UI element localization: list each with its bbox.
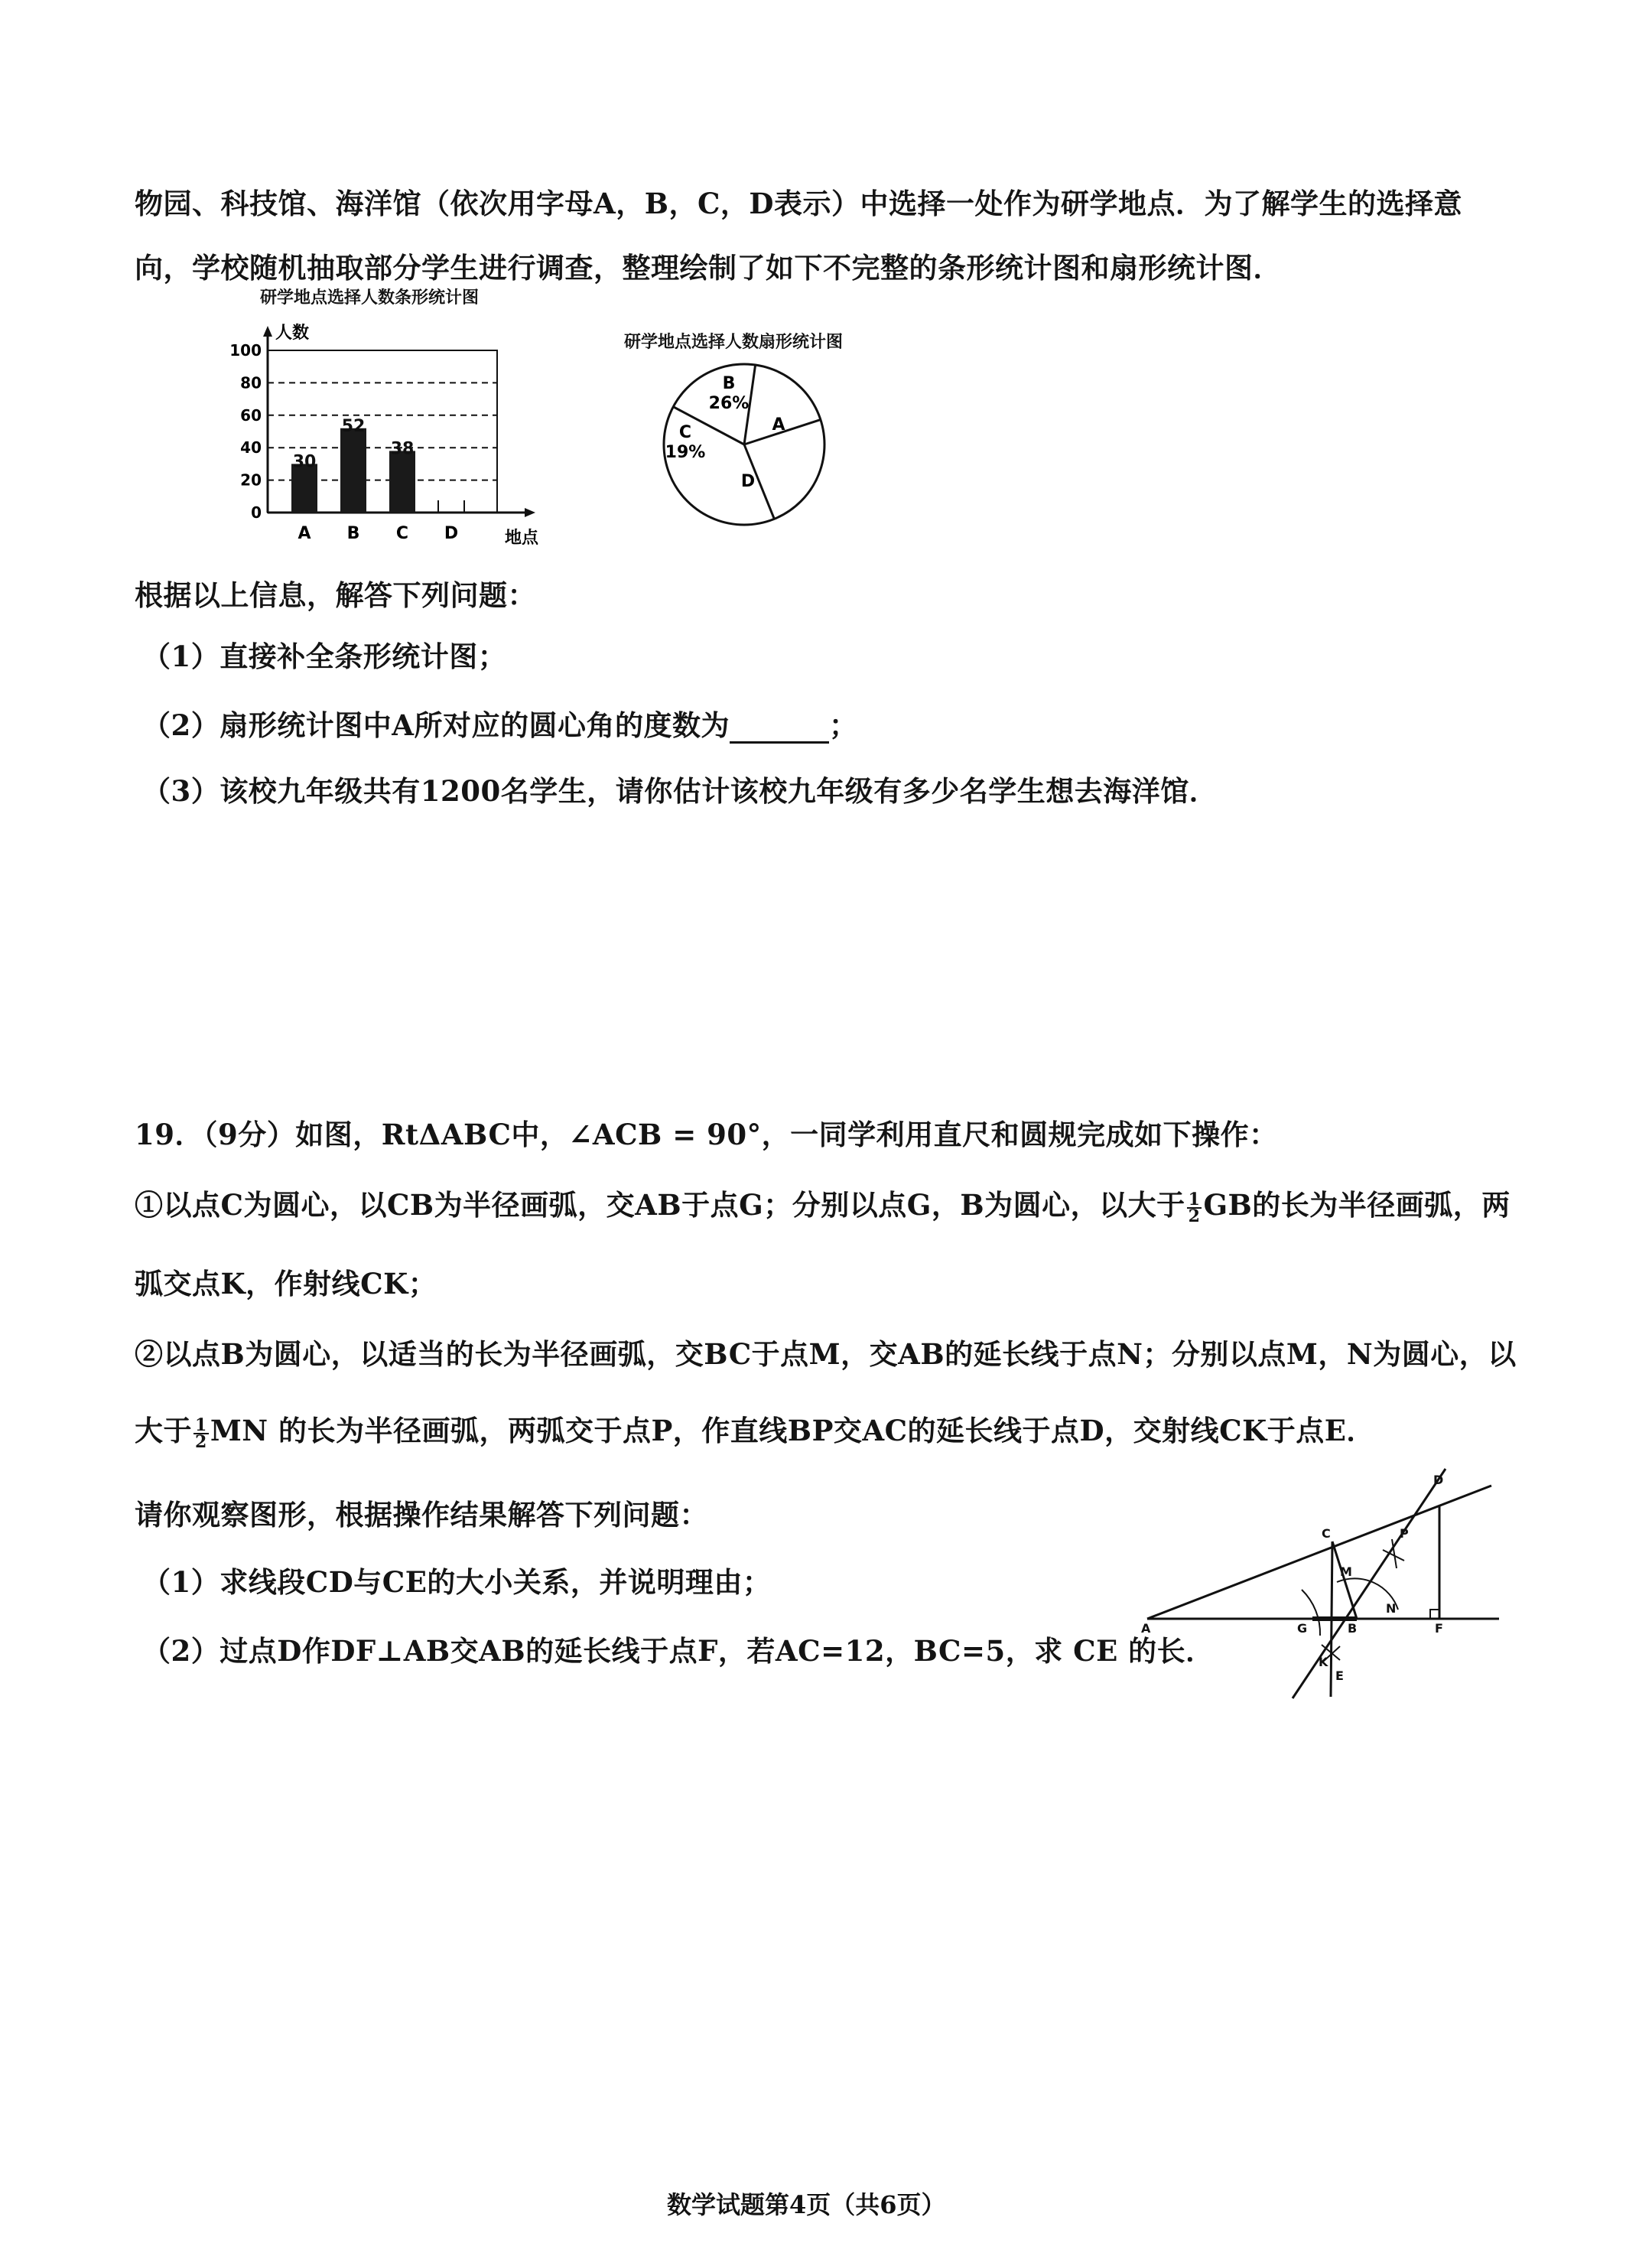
line-bd (1293, 1469, 1446, 1698)
q19-step1c: 弧交点K，作射线CK； (135, 1267, 437, 1301)
label-m: M (1340, 1564, 1352, 1579)
y-tick-label: 60 (240, 405, 262, 425)
label-k: K (1319, 1655, 1328, 1669)
bar-chart-title: 研学地点选择人数条形统计图 (260, 288, 480, 308)
geometry-figure (1140, 1454, 1522, 1706)
q19-step2b-text: MN 的长为半径画弧，两弧交于点P，作直线BP交AC的延长线于点D，交射线CK于点E． (210, 1414, 1375, 1447)
bar-chart (222, 306, 543, 566)
slice-label-c: C (678, 423, 692, 442)
fraction-half: $\frac{1}{2}$ (1188, 1189, 1201, 1226)
slice-percent-b: 26% (708, 394, 750, 413)
page-footer: 数学试题第4页（共6页） (667, 2190, 946, 2219)
x-tick-label: C (395, 524, 409, 543)
q18-prompt: 根据以上信息，解答下列问题： (135, 578, 536, 612)
right-angle-mark (1430, 1610, 1439, 1619)
y-tick-label: 100 (229, 341, 262, 360)
label-c: C (1322, 1526, 1331, 1541)
label-e: E (1335, 1668, 1344, 1683)
q19-step1a: ①以点C为圆心，以CB为半径画弧，交AB于点G；分别以点G，B为圆心，以大于 (135, 1188, 1185, 1222)
y-tick-label: 20 (240, 470, 262, 490)
y-axis-arrow (263, 326, 272, 337)
label-g: G (1297, 1621, 1308, 1636)
q18-sub3: （3）该校九年级共有1200名学生，请你估计该校九年级有多少名学生想去海洋馆． (142, 774, 1218, 808)
slice-label-b: B (722, 374, 736, 393)
q19-step2b-pre: 大于 (135, 1414, 192, 1447)
q19-sub2: （2）过点D作DF⊥AB交AB的延长线于点F，若AC=12，BC=5，求 CE 的长． (142, 1634, 1215, 1668)
y-tick-label: 0 (251, 503, 262, 522)
data-label: 52 (341, 416, 366, 436)
slice-label-a: A (772, 415, 785, 435)
y-tick-label: 80 (240, 373, 262, 392)
q19-head: 19．（9分）如图，RtΔABC中，∠ACB = 90°，一同学利用直尺和圆规完成如下操作： (135, 1118, 1278, 1151)
q19-step2b (135, 1408, 1375, 1450)
intro-line-1: 物园、科技馆、海洋馆（依次用字母A，B，C，D表示）中选择一处作为研学地点．为了解学生的选择意 (135, 187, 1463, 220)
pie-chart (656, 356, 832, 532)
y-tick-label: 40 (240, 438, 262, 457)
x-tick-label: B (346, 524, 360, 543)
label-a: A (1141, 1621, 1151, 1636)
y-axis-label: 人数 (275, 324, 310, 343)
q18-sub1: （1）直接补全条形统计图； (142, 640, 507, 673)
x-axis-arrow (525, 508, 535, 517)
intro-line-2: 向，学校随机抽取部分学生进行调查，整理绘制了如下不完整的条形统计图和扇形统计图． (135, 251, 1282, 285)
label-f: F (1435, 1621, 1443, 1636)
q19-step2a: ②以点B为圆心，以适当的长为半径画弧，交BC于点M，交AB的延长线于点N；分别以点M，N为圆心，以 (135, 1337, 1517, 1371)
bar-b (340, 428, 366, 513)
label-p: P (1400, 1526, 1409, 1541)
pie-chart-title: 研学地点选择人数扇形统计图 (624, 333, 844, 352)
label-d: D (1433, 1473, 1444, 1487)
slice-label-d: D (740, 472, 756, 491)
answer-blank[interactable] (730, 718, 829, 744)
x-axis-label: 地点 (505, 529, 539, 548)
q18-sub2 (142, 702, 857, 744)
q18-sub2-text: （2）扇形统计图中A所对应的圆心角的度数为 (142, 708, 730, 742)
slice-percent-c: 19% (665, 443, 706, 462)
data-label: 30 (292, 452, 317, 472)
label-n: N (1386, 1601, 1397, 1616)
data-label: 38 (390, 439, 415, 459)
q19-step1b: GB的长为半径画弧，两 (1203, 1188, 1511, 1222)
q19-sub1: （1）求线段CD与CE的大小关系，并说明理由； (142, 1565, 772, 1599)
label-b: B (1348, 1621, 1358, 1636)
x-tick-label: D (444, 524, 459, 543)
q19-observe: 请你观察图形，根据操作结果解答下列问题： (135, 1498, 708, 1532)
q18-sub2-end: ； (828, 708, 858, 742)
q19-step1 (135, 1182, 1511, 1224)
x-tick-label: A (298, 524, 311, 543)
fraction-half-2: $\frac{1}{2}$ (195, 1414, 207, 1452)
bar-c (389, 451, 415, 513)
